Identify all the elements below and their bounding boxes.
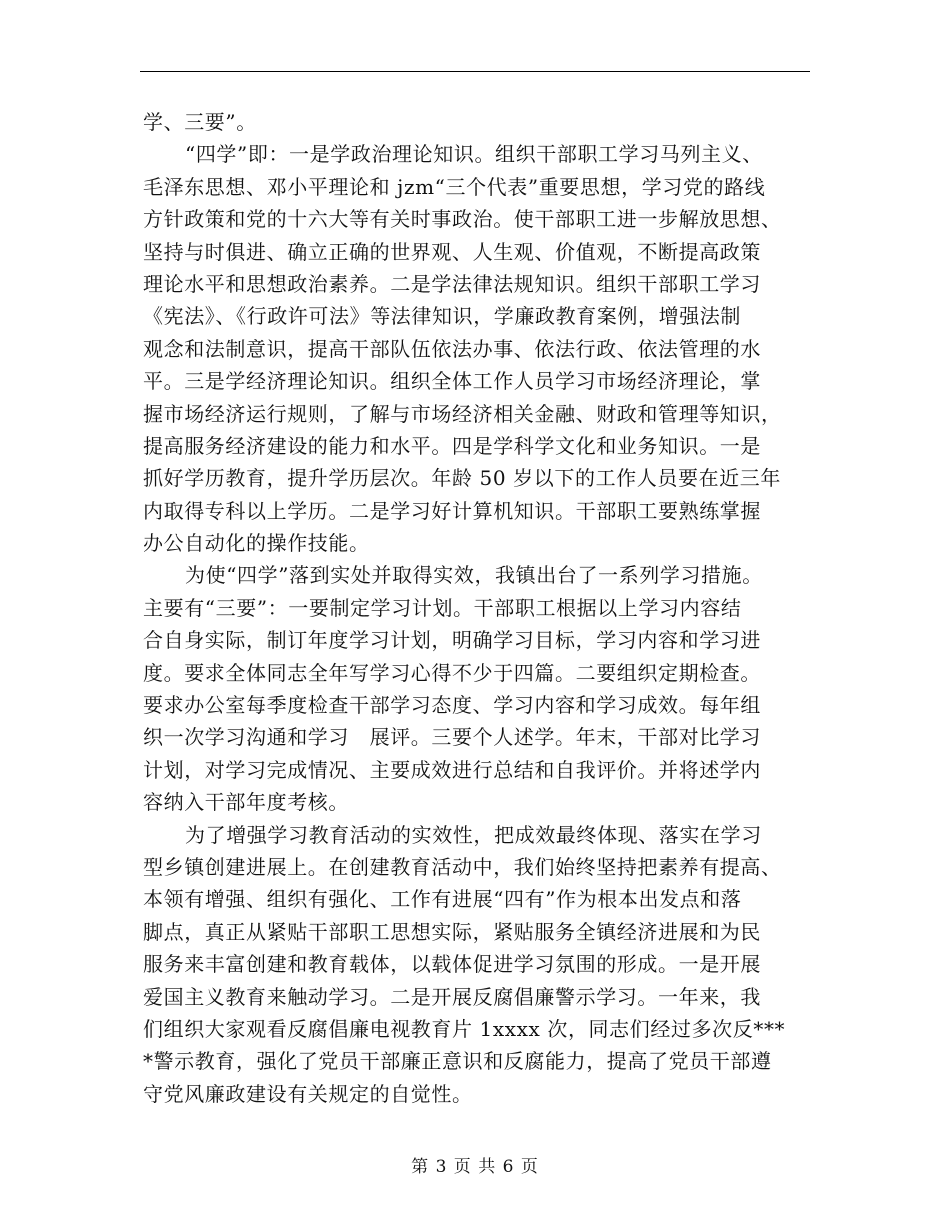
text-line: 握市场经济运行规则，了解与市场经济相关金融、财政和管理等知识， <box>143 401 782 426</box>
text-line: “四学”即：一是学政治理论知识。组织干部职工学习马列主义、 <box>185 142 763 167</box>
header-rule <box>140 71 810 72</box>
text-line: 脚点，真正从紧贴干部职工思想实际，紧贴服务全镇经济进展和为民 <box>143 919 761 944</box>
text-line: 学、三要”。 <box>143 110 257 134</box>
text-line: 守党风廉政建设有关规定的自觉性。 <box>143 1081 473 1106</box>
text-line: 理论水平和思想政治素养。二是学法律法规知识。组织干部职工学习 <box>143 271 761 296</box>
body-text <box>143 106 811 1110</box>
text-line: 平。三是学经济理论知识。组织全体工作人员学习市场经济理论，掌 <box>143 369 761 394</box>
text-line: 《宪法》、《行政许可法》等法律知识，学廉政教育案例，增强法制 <box>143 304 741 329</box>
text-line: 型乡镇创建进展上。在创建教育活动中，我们始终坚持把素养有提高、 <box>143 854 782 879</box>
text-line: 度。要求全体同志全年写学习心得不少于四篇。二要组织定期检查。 <box>143 660 761 685</box>
text-line: 计划，对学习完成情况、主要成效进行总结和自我评价。并将述学内 <box>143 757 761 782</box>
text-line: 为使“四学”落到实处并取得实效，我镇出台了一系列学习措施。 <box>185 563 763 588</box>
text-line: 办公自动化的操作技能。 <box>143 531 370 556</box>
text-line: 方针政策和党的十六大等有关时事政治。使干部职工进一步解放思想、 <box>143 207 782 232</box>
text-line: *警示教育，强化了党员干部廉正意识和反腐能力，提高了党员干部遵 <box>143 1049 772 1074</box>
text-line: 抓好学历教育，提升学历层次。年龄 50 岁以下的工作人员要在近三年 <box>143 466 781 491</box>
text-line: 主要有“三要”：一要制定学习计划。干部职工根据以上学习内容结 <box>143 595 742 620</box>
text-line: 本领有增强、组织有强化、工作有进展“四有”作为根本出发点和落 <box>143 887 742 912</box>
text-line: 内取得专科以上学历。二是学习好计算机知识。干部职工要熟练掌握 <box>143 498 761 523</box>
text-line: 服务来丰富创建和教育载体，以载体促进学习氛围的形成。一是开展 <box>143 952 761 977</box>
text-line: 坚持与时俱进、确立正确的世界观、人生观、价值观，不断提高政策 <box>143 239 761 264</box>
text-line: 织一次学习沟通和学习 展评。三要个人述学。年末，干部对比学习 <box>143 725 761 750</box>
text-line: 合自身实际，制订年度学习计划，明确学习目标，学习内容和学习进 <box>143 628 761 653</box>
text-line: 为了增强学习教育活动的实效性，把成效最终体现、落实在学习 <box>185 822 762 847</box>
text-line: 毛泽东思想、邓小平理论和 jzm“三个代表”重要思想，学习党的路线 <box>143 174 766 199</box>
page-number-footer: 第 3 页 共 6 页 <box>411 1157 539 1177</box>
text-line: 们组织大家观看反腐倡廉电视教育片 1xxxx 次，同志们经过多次反*** <box>143 1016 786 1041</box>
text-line: 观念和法制意识，提高干部队伍依法办事、依法行政、依法管理的水 <box>143 336 761 361</box>
text-line: 容纳入干部年度考核。 <box>143 790 349 815</box>
text-line: 爱国主义教育来触动学习。二是开展反腐倡廉警示学习。一年来，我 <box>143 984 761 1009</box>
text-line: 提高服务经济建设的能力和水平。四是学科学文化和业务知识。一是 <box>143 433 761 458</box>
text-line: 要求办公室每季度检查干部学习态度、学习内容和学习成效。每年组 <box>143 693 761 718</box>
